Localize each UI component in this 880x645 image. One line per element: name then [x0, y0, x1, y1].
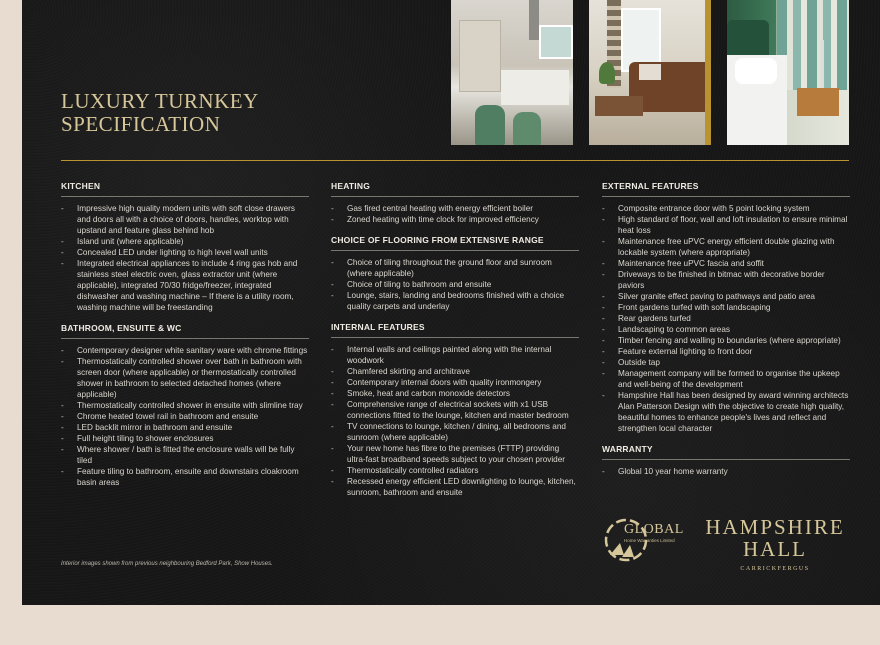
hampshire-hall-logo: [704, 516, 846, 572]
list-item: - High standard of floor, wall and loft insulation to ensure minimal heat loss: [602, 214, 850, 236]
list-item: - Zoned heating with time clock for improved efficiency: [331, 214, 579, 225]
section-title: EXTERNAL FEATURES: [602, 181, 850, 197]
list-item: - Front gardens turfed with soft landscaping: [602, 302, 850, 313]
list-item: - Smoke, heat and carbon monoxide detectors: [331, 388, 579, 399]
list-item: - Outside tap: [602, 357, 850, 368]
section-kitchen: [61, 181, 309, 313]
list-item: - Contemporary internal doors with quality ironmongery: [331, 377, 579, 388]
list-item: - Thermostatically controlled radiators: [331, 465, 579, 476]
brochure-page: [22, 0, 880, 605]
column-3: [602, 181, 850, 487]
list-item: - Chrome heated towel rail in bathroom and ensuite: [61, 411, 309, 422]
image-disclaimer: Interior images shown from previous neighbouring Bedford Park, Show Houses.: [61, 561, 273, 567]
column-2: [331, 181, 579, 508]
list-item: - TV connections to lounge, kitchen / dining, all bedrooms and sunroom (where applicable): [331, 421, 579, 443]
list-item: - Where shower / bath is fitted the enclosure walls will be fully tiled: [61, 444, 309, 466]
list-item: - Rear gardens turfed: [602, 313, 850, 324]
list-item: - Timber fencing and walling to boundaries (where appropriate): [602, 335, 850, 346]
list-item: - Maintenance free uPVC fascia and soffit: [602, 258, 850, 269]
global-logo-name: GLOBAL: [624, 522, 684, 537]
item-list: [331, 257, 579, 312]
logo-location: CARRICKFERGUS: [740, 566, 810, 572]
title-line-2: SPECIFICATION: [61, 112, 221, 136]
page-title: [61, 90, 259, 136]
section-external: [602, 181, 850, 434]
list-item: - Feature tiling to bathroom, ensuite and downstairs cloakroom basin areas: [61, 466, 309, 488]
gold-accent-bar: [705, 0, 711, 145]
list-item: - Maintenance free uPVC energy efficient double glazing with lockable system (where appropriate): [602, 236, 850, 258]
column-1: [61, 181, 309, 498]
item-list: [602, 466, 850, 477]
list-item: - Choice of tiling to bathroom and ensuite: [331, 279, 579, 290]
living-room-photo: [589, 0, 711, 145]
list-item: - Comprehensive range of electrical sockets with x1 USB connections fitted to the lounge, kitchen and master bedroom: [331, 399, 579, 421]
list-item: - Thermostatically controlled shower over bath in bathroom with screen door (where applicable) or thermostatically controlled shower in bathroom to selected detached homes (where applicable): [61, 356, 309, 400]
item-list: [602, 203, 850, 434]
section-heating: [331, 181, 579, 225]
item-list: [331, 203, 579, 225]
list-item: - Thermostatically controlled shower in ensuite with slimline tray: [61, 400, 309, 411]
list-item: - Internal walls and ceilings painted along with the internal woodwork: [331, 344, 579, 366]
list-item: - Choice of tiling throughout the ground floor and sunroom (where applicable): [331, 257, 579, 279]
list-item: - Management company will be formed to organise the upkeep and well-being of the development: [602, 368, 850, 390]
bedroom-photo: [727, 0, 849, 145]
section-title: HEATING: [331, 181, 579, 197]
list-item: - Global 10 year home warranty: [602, 466, 850, 477]
section-warranty: [602, 444, 850, 477]
list-item: - Lounge, stairs, landing and bedrooms finished with a choice quality carpets and underlay: [331, 290, 579, 312]
kitchen-photo: [451, 0, 573, 145]
title-line-1: LUXURY TURNKEY: [61, 89, 259, 113]
list-item: - Composite entrance door with 5 point locking system: [602, 203, 850, 214]
logo-line-2: HALL: [743, 537, 807, 561]
section-title: KITCHEN: [61, 181, 309, 197]
section-title: CHOICE OF FLOORING FROM EXTENSIVE RANGE: [331, 235, 579, 251]
list-item: - Recessed energy efficient LED downlighting to lounge, kitchen, sunroom, bathroom and ensuite: [331, 476, 579, 498]
global-logo-tagline: Home Warranties Limited: [624, 538, 675, 543]
list-item: - LED backlit mirror in bathroom and ensuite: [61, 422, 309, 433]
list-item: - Integrated electrical appliances to include 4 ring gas hob and stainless steel electric oven, glass extractor unit (where applicable), integrated 70/30 fridge/freezer, integrated dishwasher and washing machine – If there is a utility room, washing machine will be freestanding: [61, 258, 309, 313]
list-item: - Your new home has fibre to the premises (FTTP) providing ultra-fast broadband speeds subject to your chosen provider: [331, 443, 579, 465]
item-list: [61, 345, 309, 488]
section-title: WARRANTY: [602, 444, 850, 460]
logo-line-1: HAMPSHIRE: [705, 515, 845, 539]
list-item: - Feature external lighting to front door: [602, 346, 850, 357]
list-item: - Chamfered skirting and architrave: [331, 366, 579, 377]
list-item: - Silver granite effect paving to pathways and patio area: [602, 291, 850, 302]
list-item: - Gas fired central heating with energy efficient boiler: [331, 203, 579, 214]
list-item: - Hampshire Hall has been designed by award winning architects Alan Patterson Design with the objective to create high quality, beautiful homes to enhance people's lives and reflect and strengthen local character: [602, 390, 850, 434]
item-list: [331, 344, 579, 498]
list-item: - Driveways to be finished in bitmac with decorative border paviors: [602, 269, 850, 291]
list-item: - Landscaping to common areas: [602, 324, 850, 335]
section-flooring: [331, 235, 579, 312]
list-item: - Full height tiling to shower enclosures: [61, 433, 309, 444]
list-item: - Island unit (where applicable): [61, 236, 309, 247]
section-title: INTERNAL FEATURES: [331, 322, 579, 338]
gold-divider: [61, 160, 849, 161]
list-item: - Concealed LED under lighting to high level wall units: [61, 247, 309, 258]
item-list: [61, 203, 309, 313]
list-item: - Impressive high quality modern units with soft close drawers and doors all with a choice of doors, handles, worktop with upstand and feature glass behind hob: [61, 203, 309, 236]
section-title: BATHROOM, ENSUITE & WC: [61, 323, 309, 339]
list-item: - Contemporary designer white sanitary ware with chrome fittings: [61, 345, 309, 356]
section-bathroom: [61, 323, 309, 488]
section-internal: [331, 322, 579, 498]
